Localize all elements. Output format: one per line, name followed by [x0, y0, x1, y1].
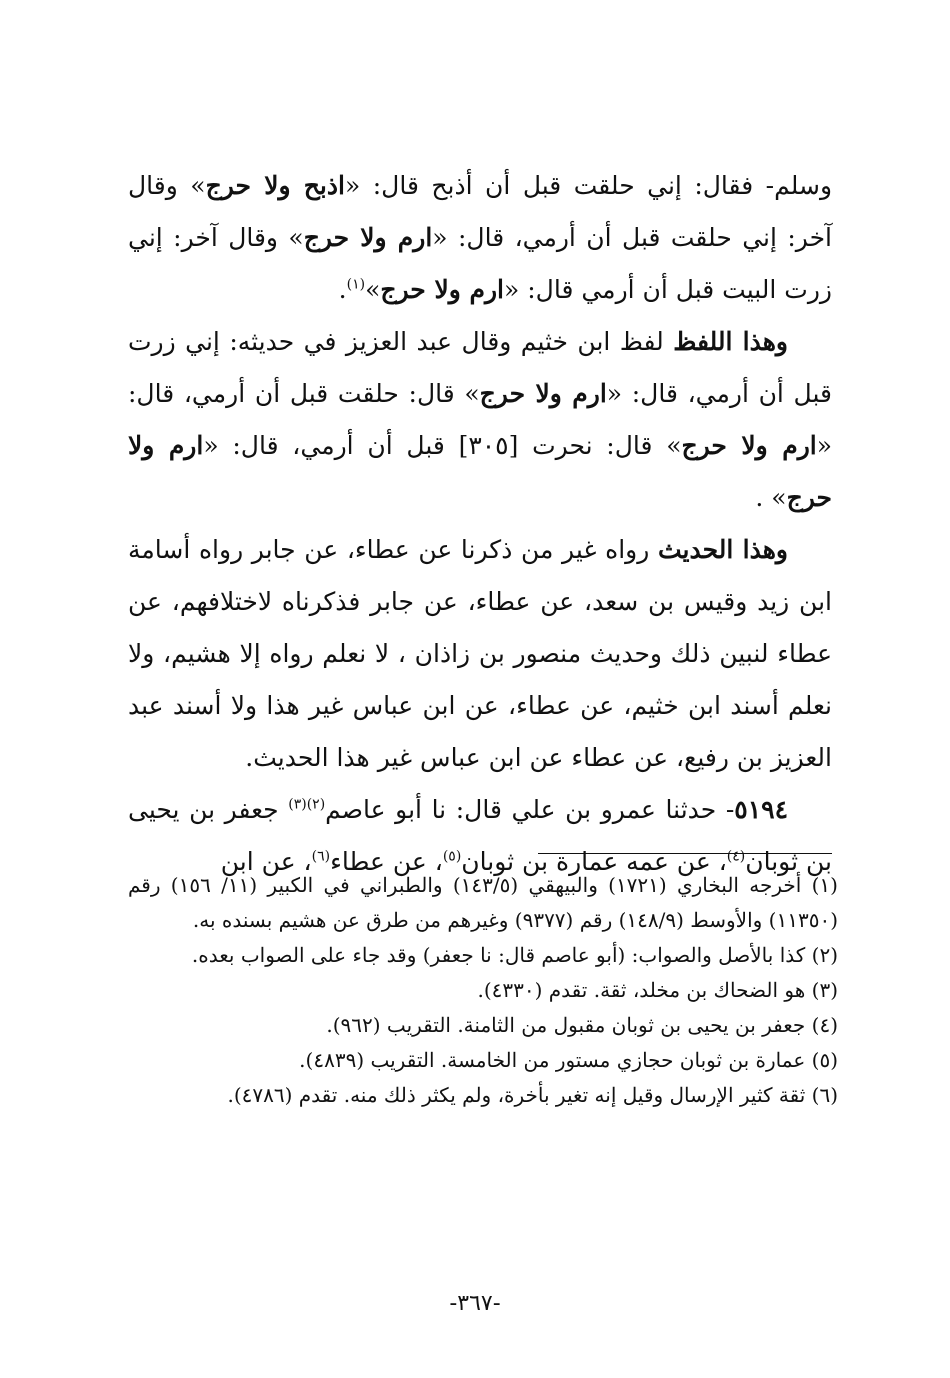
text-run: وسلم- فقال: إني حلقت قبل أن أذبح قال: «	[344, 171, 833, 200]
footnote-ref-1: (١)	[346, 276, 366, 293]
footnote-5: (٥) عمارة بن ثوبان حجازي مستور من الخامسة. التقريب (٤٨٣٩).	[299, 1048, 838, 1072]
bold-phrase: ارم ولا حرج	[479, 379, 607, 408]
footnote-6: (٦) ثقة كثير الإرسال وقيل إنه تغير بأخرة، ولم يكثر ذلك منه. تقدم (٤٧٨٦).	[227, 1083, 838, 1107]
text-run: رواه غير من ذكرنا عن عطاء، عن جابر رواه أسامة ابن زيد وقيس بن سعد، عن عطاء، عن جابر فذكرناه لاختلافهم، عن عطاء لنبين ذلك وحديث منصور بن زاذان ، لا نعلم رواه إلا هشيم، ولا نعلم أسند ابن خثيم، عن عطاء، عن ابن عباس غير هذا ولا أسند عبد العزيز بن رفيع، عن عطاء عن ابن عباس غير هذا الحديث.	[128, 535, 832, 772]
text-run: ، عن ابن	[220, 847, 312, 876]
paragraph-3	[128, 524, 832, 784]
lead-phrase: وهذا الحديث	[657, 535, 788, 564]
bold-phrase: ارم ولا حرج	[380, 275, 504, 304]
bold-phrase: اذبح ولا حرج	[205, 171, 345, 200]
bold-phrase: ارم ولا حرج	[303, 223, 433, 252]
text-run: لفظ ابن خثيم وقال عبد العزيز في حديثه: إني زرت قبل أن أرمي، قال: «	[128, 327, 832, 408]
text-run: » وقال آخر: إني زرت البيت قبل أن أرمي قال: «	[128, 223, 832, 304]
text-run: » قال: حلقت قبل أن أرمي، قال: «	[128, 379, 833, 460]
text-run: ، عن عطاء	[330, 847, 443, 876]
lead-phrase: وهذا اللفظ	[673, 327, 788, 356]
main-text	[128, 160, 832, 888]
footnote-1: (١) أخرجه البخاري (١٧٢١) والبيهقي (١٤٣/٥) والطبراني في الكبير (١١/ ١٥٦) رقم (١١٣٥٠) والأوسط (١٤٨/٩) رقم (٩٣٧٧) وغيرهم من طرق عن هشيم بسنده به.	[128, 873, 838, 932]
footnote-ref-6: (٦)	[311, 848, 331, 865]
hadith-number: ٥١٩٤	[734, 795, 788, 824]
bold-phrase: ارم ولا حرج	[681, 431, 817, 460]
text-run: » .	[755, 483, 787, 512]
footnote-ref-4: (٤)	[726, 848, 746, 865]
paragraph-1	[128, 160, 832, 316]
text-run: » وقال آخر: إني حلقت قبل أن أرمي، قال: «	[128, 171, 832, 252]
text-run: جعفر بن يحيى بن ثوبان	[128, 795, 832, 876]
text-run: » قال: نحرت [٣٠٥] قبل أن أرمي، قال: «	[203, 431, 682, 460]
text-run: »	[365, 275, 381, 304]
footnotes	[128, 868, 838, 1113]
bold-phrase: ارم ولا حرج	[128, 431, 832, 512]
footnote-2: (٢) كذا بالأصل والصواب: (أبو عاصم قال: نا جعفر) وقد جاء على الصواب بعده.	[191, 943, 838, 967]
text-run: .	[338, 275, 347, 304]
footnote-ref-2: (٢)	[306, 796, 326, 813]
text-run: - حدثنا عمرو بن علي قال: نا أبو عاصم	[325, 795, 735, 824]
footnote-3: (٣) هو الضحاك بن مخلد، ثقة. تقدم (٤٣٣٠).	[477, 978, 838, 1002]
text-run: ، عن عمه عمارة بن ثوبان	[461, 847, 727, 876]
footnote-divider	[538, 853, 832, 854]
footnote-ref-5: (٥)	[442, 848, 462, 865]
paragraph-2	[128, 316, 832, 524]
footnote-4: (٤) جعفر بن يحيى بن ثوبان مقبول من الثامنة. التقريب (٩٦٢).	[326, 1013, 838, 1037]
footnote-ref-3: (٣)	[288, 796, 307, 813]
page-number: -٣٦٧-	[449, 1291, 501, 1316]
